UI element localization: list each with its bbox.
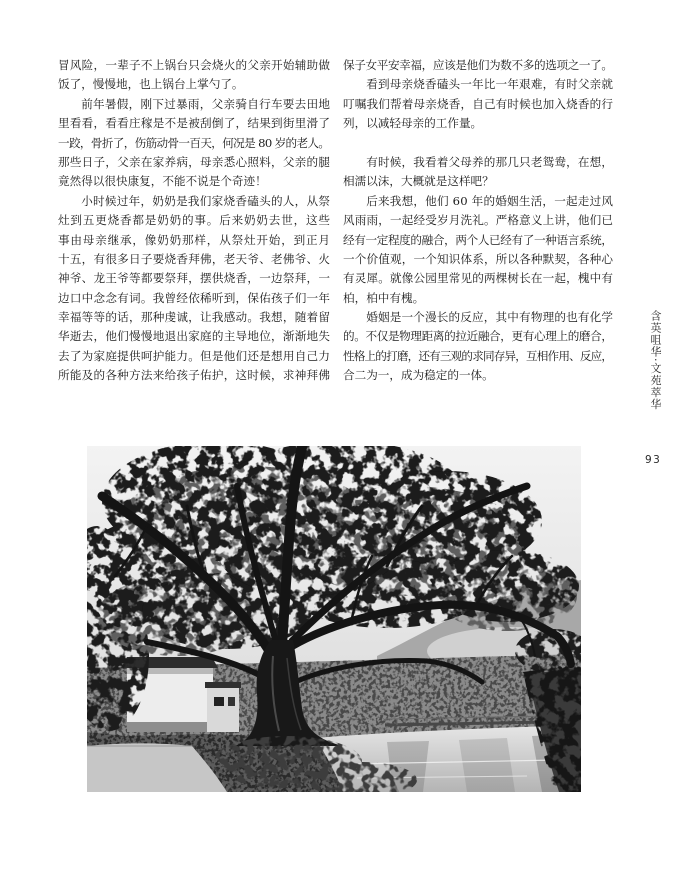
text-line xyxy=(58,75,330,94)
paragraph xyxy=(343,75,613,133)
text-line xyxy=(343,211,613,230)
left-text-column xyxy=(58,56,330,386)
text-line xyxy=(343,250,613,269)
text-line-content: 灶到五更烧香都是奶奶的事。后来奶奶去世，这些 xyxy=(58,213,331,228)
text-line-content: 经有一定程度的融合，两个人已经有了一种语言系统， xyxy=(343,232,613,247)
text-line xyxy=(58,211,330,230)
text-line-content: 冒风险，一辈子不上锅台只会烧火的父亲开始辅助做 xyxy=(58,58,331,72)
text-line xyxy=(58,289,330,308)
page-number: 93 xyxy=(645,454,662,466)
text-line-content: 所能及的各种方法来给孩子佑护，这时候，求神拜佛 xyxy=(58,368,331,383)
text-line xyxy=(58,153,330,172)
text-line xyxy=(58,56,330,75)
text-line-content: 性格上的打磨，还有三观的求同存异，互相作用、反应， xyxy=(343,348,613,363)
paragraph xyxy=(58,192,330,386)
text-line xyxy=(343,231,613,250)
subsection-name: 文苑萃华 xyxy=(649,362,662,411)
paragraph xyxy=(58,95,330,192)
text-line-content: 里看看，看看庄稼是不是被刮倒了，结果到街里滑了 xyxy=(58,116,331,131)
text-line xyxy=(58,95,330,114)
section-name: 含英咀华 xyxy=(649,310,662,358)
text-line-content: 后来我想，他们 60 年的婚姻生活，一起走过风 xyxy=(366,193,614,208)
text-line xyxy=(343,327,613,346)
text-line xyxy=(343,192,613,211)
right-text-column xyxy=(343,56,613,386)
text-line-content: 看到母亲烧香磕头一年比一年艰难，有时父亲就 xyxy=(366,77,614,92)
paragraph xyxy=(343,192,613,308)
text-line xyxy=(58,192,330,211)
text-line-content: 那些日子，父亲在家养病，母亲悉心照料，父亲的腿 xyxy=(58,154,331,169)
text-line xyxy=(58,327,330,346)
text-line-content: 相濡以沫，大概就是这样吧？ xyxy=(343,174,494,189)
section-running-head xyxy=(647,310,663,411)
text-line-content: 有时候，我看着父母养的那几只老鸳鸯，在想， xyxy=(366,154,614,169)
text-line xyxy=(343,153,613,172)
tree-by-river-photo xyxy=(87,446,581,792)
text-line xyxy=(58,172,330,191)
text-line-content: 列，以减轻母亲的工作量。 xyxy=(343,116,483,131)
text-line-content: 前年暑假，刚下过暴雨，父亲骑自行车要去田地 xyxy=(81,96,331,111)
text-line-content: 小时候过年，奶奶是我们家烧香磕头的人，从祭 xyxy=(81,193,331,208)
text-line-content: 十五，有很多日子要烧香拜佛，老天爷、老佛爷、火 xyxy=(58,251,331,266)
text-line xyxy=(343,308,613,327)
text-line xyxy=(58,250,330,269)
text-line-content: 竟然得以很快康复，不能不说是个奇迹！ xyxy=(58,174,267,189)
paragraph xyxy=(343,153,613,192)
text-line xyxy=(58,114,330,133)
text-line xyxy=(343,75,613,94)
paragraph xyxy=(343,308,613,386)
text-line xyxy=(343,114,613,133)
text-line xyxy=(343,289,613,308)
text-line xyxy=(58,231,330,250)
text-line xyxy=(58,269,330,288)
text-line-content: 婚姻是一个漫长的反应，其中有物理的也有化学 xyxy=(366,310,614,325)
text-line-content: 一个价值观，一个知识体系，所以各种默契，各种心 xyxy=(343,251,614,266)
text-line-content: 饭了，慢慢地，也上锅台上掌勺了。 xyxy=(58,77,244,92)
text-line-content: 合二为一，成为稳定的一体。 xyxy=(343,368,494,383)
text-line-content: 一跤，骨折了，伤筋动骨一百天，何况是 80 岁的老人。 xyxy=(58,135,330,150)
section-separator: · xyxy=(649,358,662,363)
text-line xyxy=(58,308,330,327)
paragraph xyxy=(343,56,613,75)
text-line xyxy=(58,134,330,153)
text-line-content: 叮嘱我们帮着母亲烧香，自己有时候也加入烧香的行 xyxy=(343,96,614,111)
text-line xyxy=(343,56,613,75)
paragraph xyxy=(58,56,330,95)
text-line-content: 的。不仅是物理距离的拉近融合，更有心理上的磨合， xyxy=(343,329,613,344)
text-line xyxy=(343,172,613,191)
text-line xyxy=(343,95,613,114)
text-line xyxy=(58,347,330,366)
text-line xyxy=(343,366,613,385)
text-line-content: 边口中念念有词。我曾经依稀听到，保佑孩子们一年 xyxy=(58,290,331,305)
text-line xyxy=(343,347,613,366)
text-line-content: 神爷、龙王爷等都要祭拜，摆供烧香，一边祭拜，一 xyxy=(58,271,331,286)
text-line-content: 有灵犀。就像公园里常见的两棵树长在一起，槐中有 xyxy=(343,271,614,286)
text-line-content: 去了为家庭提供呵护能力。但是他们还是想用自己力 xyxy=(58,348,331,363)
text-line-content: 保子女平安幸福，应该是他们为数不多的选项之一了。 xyxy=(343,58,613,72)
text-line-content: 事由母亲继承，像奶奶那样，从祭灶开始，到正月 xyxy=(58,232,331,247)
text-line-content: 柏，柏中有槐。 xyxy=(343,290,425,305)
text-line xyxy=(343,269,613,288)
text-line-content: 华逝去，他们慢慢地退出家庭的主导地位，渐渐地失 xyxy=(58,329,331,344)
section-break xyxy=(343,134,613,153)
text-line xyxy=(58,366,330,385)
text-line-content: 风雨雨，一起经受岁月洗礼。严格意义上讲，他们已 xyxy=(343,213,614,228)
text-line-content: 幸福等等的话，那种虔诚，让我感动。我想，随着留 xyxy=(58,310,331,325)
